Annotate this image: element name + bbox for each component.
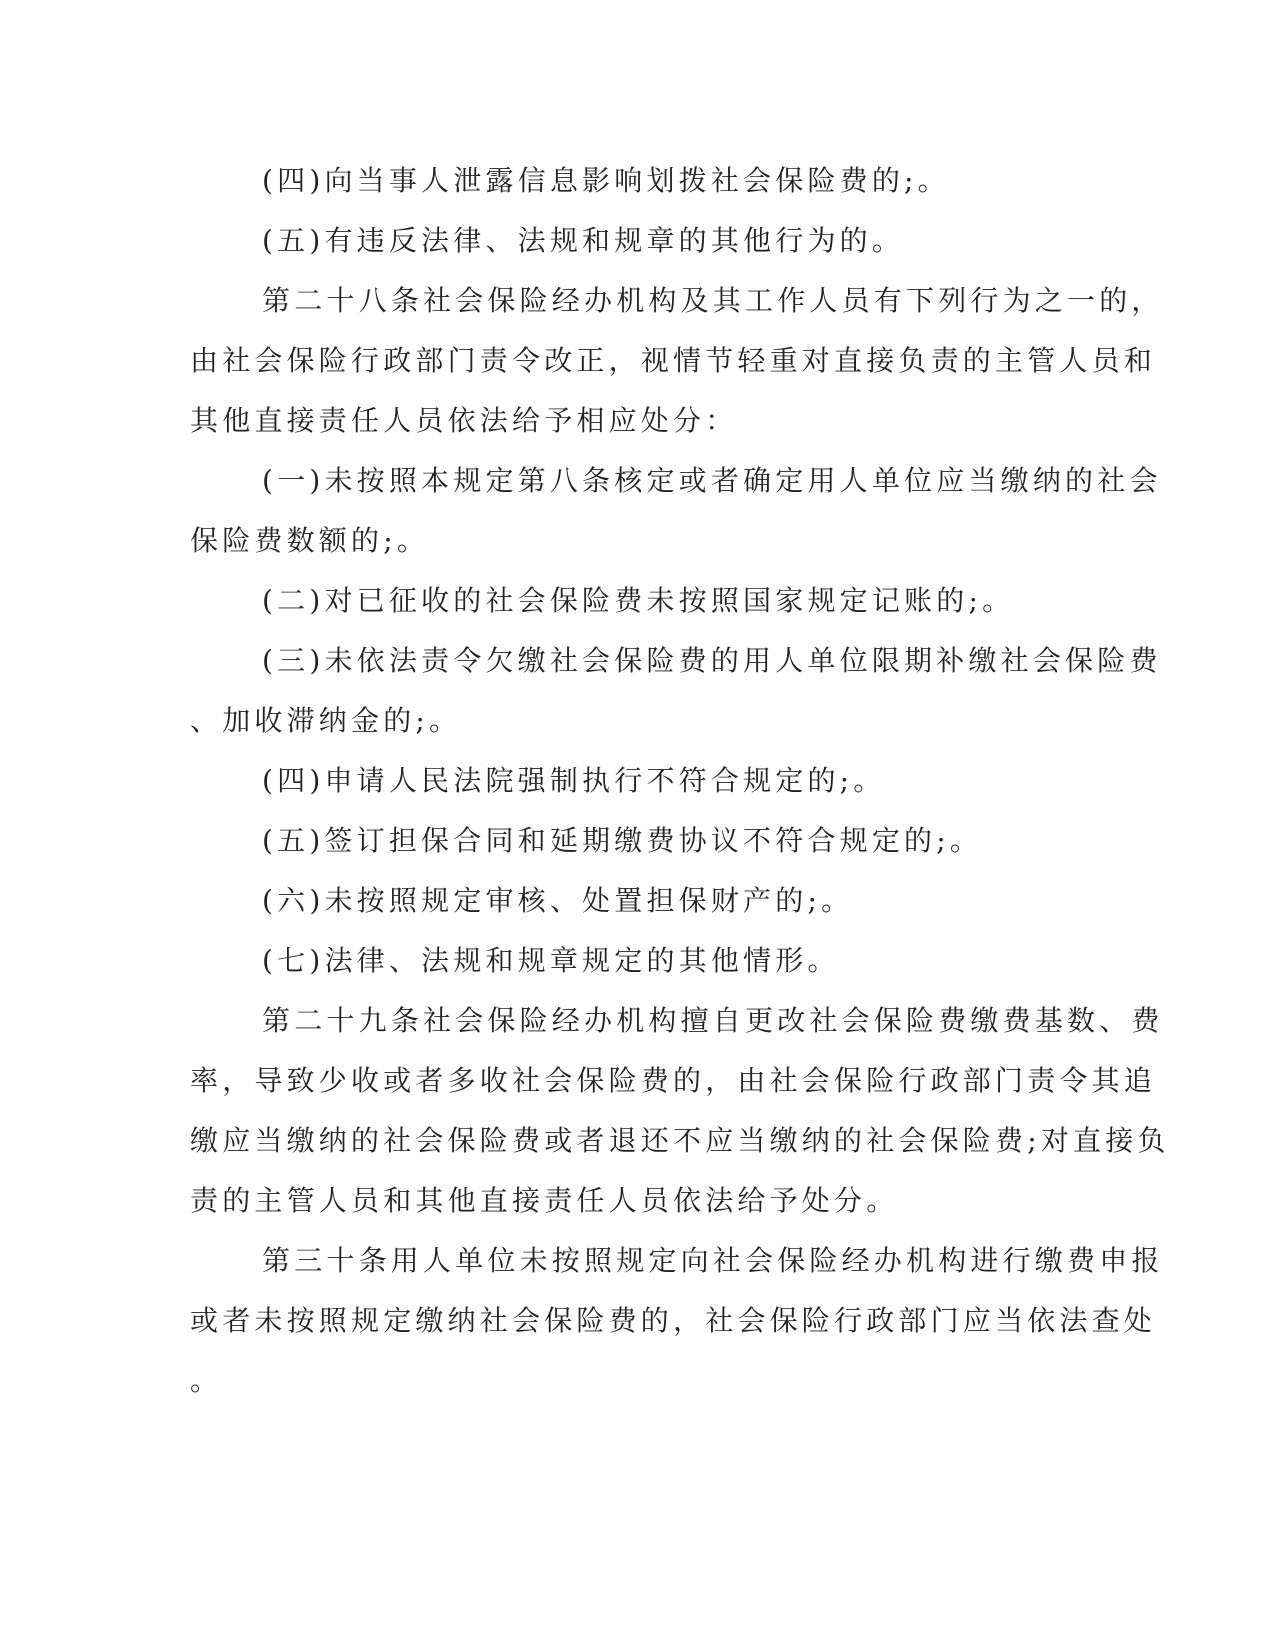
paragraph-line: (四)申请人民法院强制执行不符合规定的;。 <box>262 764 886 797</box>
paragraph-line: 或者未按照规定缴纳社会保险费的，社会保险行政部门应当依法查处 <box>190 1304 1157 1337</box>
paragraph-line: (三)未依法责令欠缴社会保险费的用人单位限期补缴社会保险费 <box>262 644 1162 677</box>
paragraph-line: (一)未按照本规定第八条核定或者确定用人单位应当缴纳的社会 <box>262 464 1162 497</box>
paragraph-line: 率，导致少收或者多收社会保险费的，由社会保险行政部门责令其追 <box>190 1064 1157 1097</box>
paragraph-line: (五)签订担保合同和延期缴费协议不符合规定的;。 <box>262 824 983 857</box>
paragraph-line: (二)对已征收的社会保险费未按照国家规定记账的;。 <box>262 584 1015 617</box>
paragraph-line: (四)向当事人泄露信息影响划拨社会保险费的;。 <box>262 164 950 197</box>
paragraph-line: 。 <box>190 1364 223 1397</box>
paragraph-line: (五)有违反法律、法规和规章的其他行为的。 <box>262 224 905 257</box>
paragraph-line: 缴应当缴纳的社会保险费或者退还不应当缴纳的社会保险费;对直接负 <box>190 1124 1170 1157</box>
paragraph-line: 保险费数额的;。 <box>190 524 430 557</box>
paragraph-line: 第三十条用人单位未按照规定向社会保险经办机构进行缴费申报 <box>262 1244 1164 1277</box>
paragraph-line: 第二十八条社会保险经办机构及其工作人员有下列行为之一的， <box>262 284 1164 317</box>
paragraph-line: 第二十九条社会保险经办机构擅自更改社会保险费缴费基数、费 <box>262 1004 1164 1037</box>
paragraph-line: 其他直接责任人员依法给予相应处分： <box>190 404 738 437</box>
paragraph-line: 、加收滞纳金的;。 <box>190 704 462 737</box>
paragraph-line: (七)法律、法规和规章规定的其他情形。 <box>262 944 840 977</box>
paragraph-line: 由社会保险行政部门责令改正，视情节轻重对直接负责的主管人员和 <box>190 344 1157 377</box>
paragraph-line: (六)未按照规定审核、处置担保财产的;。 <box>262 884 854 917</box>
paragraph-line: 责的主管人员和其他直接责任人员依法给予处分。 <box>190 1184 899 1217</box>
